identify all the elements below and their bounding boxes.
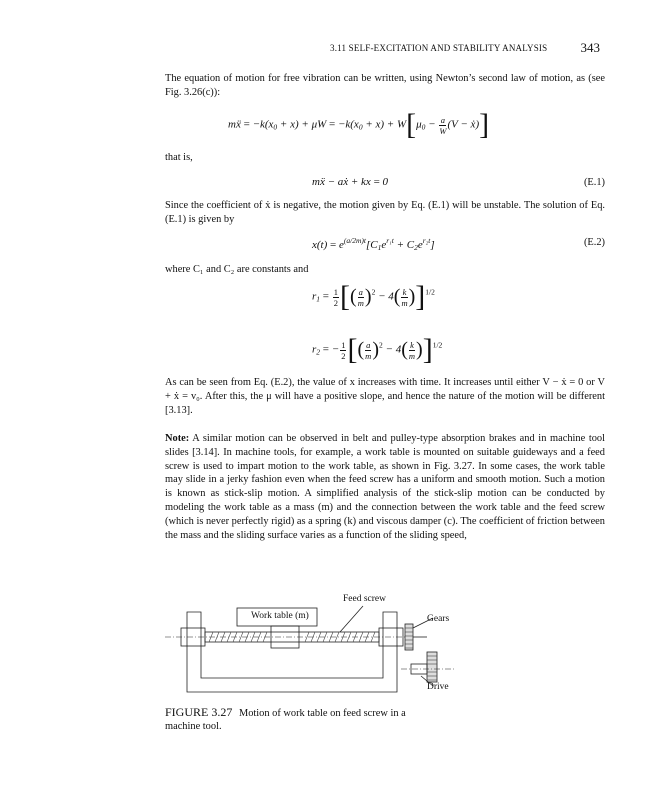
equation-r2: $r_2$ = − $\frac{1}{2}$ [( $\frac{a}{m}$ )$^2$ − 4( $\frac{k}{m}$ )]$^{1/2}$ (312, 333, 443, 366)
drive-label: Drive (427, 682, 449, 692)
page-number: 343 (580, 40, 600, 55)
figure-caption-text: Motion of work table on feed screw in a machine tool. (165, 708, 406, 732)
paragraph-increase: As can be seen from Eq. (E.2), the value of x increases with time. It increases until either V − ẋ = 0 or V + ẋ = v₀. After this, the μ will have a positive slope, and hence the nature of the motion will be different [3.13]. (165, 377, 605, 416)
that-is-text: that is, (165, 152, 193, 163)
gears-label: Gears (427, 614, 450, 624)
note-paragraph (165, 432, 605, 542)
figure-3-27 (165, 590, 465, 705)
running-header (330, 40, 600, 58)
paragraph-intro: The equation of motion for free vibration can be written, using Newton’s second law of motion, as (see Fig. 3.26(c)): (165, 73, 605, 98)
section-title: 3.11 SELF-EXCITATION AND STABILITY ANALYSIS (330, 43, 548, 53)
equation-e1-label: (E.1) (583, 177, 605, 188)
figure-caption (165, 706, 435, 733)
feed-screw-label: Feed screw (343, 594, 386, 604)
figure-caption-label: FIGURE 3.27 (165, 705, 233, 719)
work-table-label: Work table (m) (251, 611, 309, 621)
equation-motion: mẍ = $-k(x_0 + x) + \mu W = -k(x_0 + x) + W[\mu_0$ − $\frac{a}{W}$ (V − ẋ)] (228, 108, 490, 141)
where-text: where C₁ and C₂ are constants and (165, 264, 309, 275)
note-label: Note: (165, 433, 190, 444)
equation-e2-label: (E.2) (583, 237, 605, 248)
note-text: A similar motion can be observed in belt and pulley-type absorption brakes and in machine tool slides [3.14]. In machine tools, for example, a work table is mounted on suitable guideways and a feed screw is used to impart motion to the work table, as shown in Fig. 3.27. In some cases, the work table may slide in a jerky fashion even when the feed screw has a uniform and smooth motion. Such a motion is known as stick-slip motion. A simplified analysis of the stick-slip motion can be conducted by modeling the work table as a mass (m) and the connection between the work table and the feed screw (which is never perfectly rigid) as a spring (k) and viscous damper (c). The coefficient of friction between the mass and the sliding surface varies as a function of the sliding speed, (165, 433, 605, 541)
equation-e1: mẍ − aẋ + kx = 0 (312, 176, 389, 188)
paragraph-solution: Since the coefficient of ẋ is negative, the motion given by Eq. (E.1) will be unstable. The solution of Eq. (E.1) is given by (165, 200, 605, 225)
equation-r1: $r_1$ = $\frac{1}{2}$ [( $\frac{a}{m}$ )$^2$ − 4( $\frac{k}{m}$ )]$^{1/2}$ (312, 280, 435, 313)
equation-e2: $x(t) = e^{(a/2m)t}[C_1e^{r_1t} + C_2e^{r_2t}]$ (312, 236, 435, 252)
figure-drawing (165, 590, 465, 705)
